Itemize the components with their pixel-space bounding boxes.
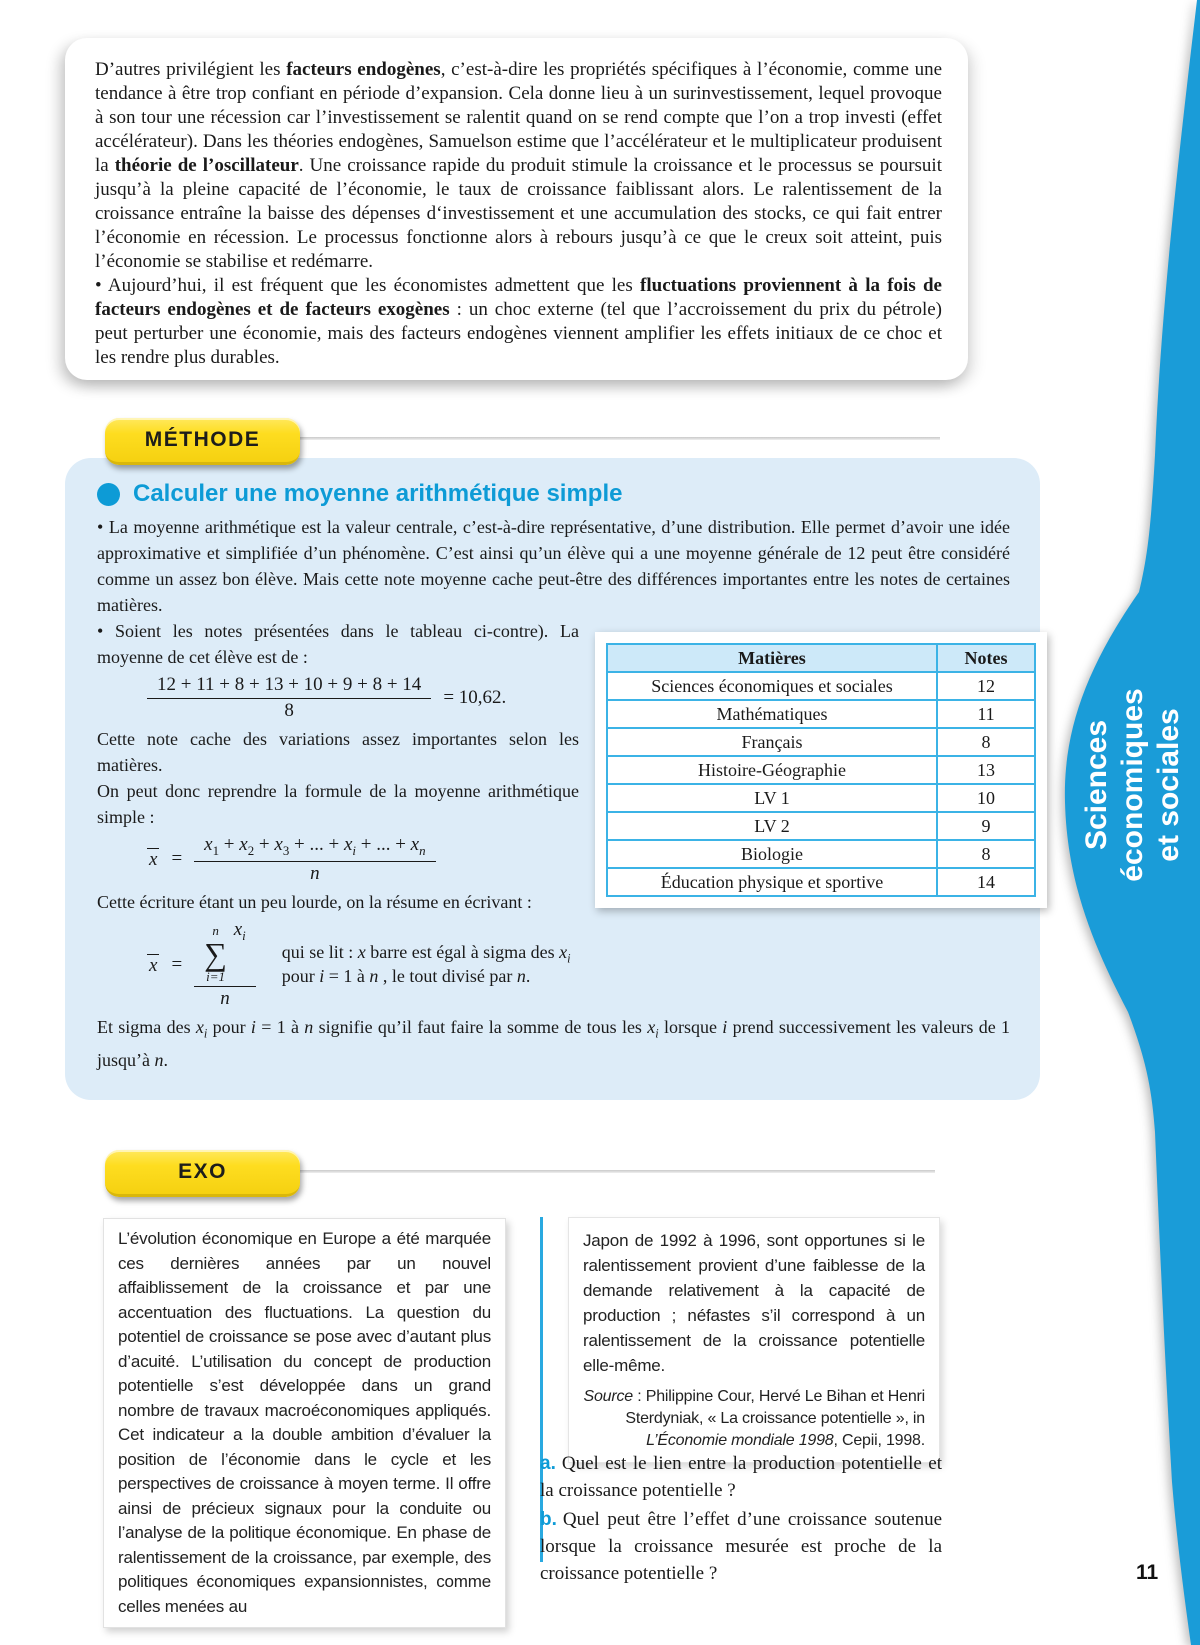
equals-sign: =: [171, 953, 183, 975]
x-bar-symbol: x: [149, 954, 158, 976]
fraction-denominator: 8: [147, 698, 431, 722]
sidebar-subject-title: [978, 630, 1200, 940]
subject-cell: Biologie: [607, 840, 937, 868]
equals-sign: =: [171, 848, 183, 870]
subject-cell: Histoire-Géographie: [607, 756, 937, 784]
table-row: [607, 812, 1035, 840]
note-cell: 8: [937, 728, 1035, 756]
fraction-numerator: 12 + 11 + 8 + 13 + 10 + 9 + 8 + 14: [157, 674, 422, 695]
subject-cell: Français: [607, 728, 937, 756]
sigma-formula: [147, 919, 579, 1011]
note-cell: 12: [937, 672, 1035, 700]
average-fraction: [147, 674, 579, 722]
table-row: [607, 784, 1035, 812]
methode-paragraph-1: • La moyenne arithmétique est la valeur centrale, c’est-à-dire représentative, d’une distribution. Elle permet d’avoir une idée approximative et simplifiée d’un phénomène. C’est ainsi qu’un élève qui a une moyenne générale de 12 peut être considéré comme un assez bon élève. Mais cette note moyenne cache peut-être des différences importantes entre les notes de certaines matières.: [97, 517, 1010, 615]
x-bar-symbol: x: [149, 849, 158, 871]
table-row: [607, 756, 1035, 784]
mean-formula: [147, 834, 579, 885]
fraction-denominator: n: [194, 986, 256, 1010]
methode-badge: MÉTHODE: [105, 418, 300, 465]
methode-paragraph-6: Et sigma des $x_i$ pour i = 1 à n signifie qu’il faut faire la somme de tous les $x_i$ lorsque i prend successivement les valeurs de 1 jusqu’à n.: [97, 1017, 1011, 1070]
question-b-label: b.: [540, 1509, 557, 1530]
question-b-text: Quel peut être l’effet d’une croissance soutenue lorsque la croissance mesurée est proche de la croissance potentielle ?: [540, 1509, 942, 1584]
methode-badge-shadow-line: [280, 437, 940, 440]
table-row: [607, 700, 1035, 728]
sigma-lower-limit: i=1: [206, 969, 225, 985]
sigma-term: $x_i$: [233, 918, 246, 943]
exo-questions: [540, 1450, 942, 1589]
subject-cell: Éducation physique et sportive: [607, 868, 937, 896]
page-number: 11: [1136, 1561, 1159, 1584]
subject-cell: Mathématiques: [607, 700, 937, 728]
exo-badge-shadow-line: [280, 1170, 935, 1173]
question-b: [540, 1506, 942, 1587]
subject-cell: LV 2: [607, 812, 937, 840]
table-row: [607, 728, 1035, 756]
table-row: [607, 672, 1035, 700]
sigma-symbol: [204, 924, 227, 985]
exo-right-text-box: [568, 1217, 940, 1463]
sidebar-title-line: Sciences: [1080, 719, 1113, 851]
fraction-denominator: n: [194, 861, 435, 885]
note-cell: 10: [937, 784, 1035, 812]
subject-cell: Sciences économiques et sociales: [607, 672, 937, 700]
sidebar-title-line: et sociales: [1152, 708, 1185, 862]
question-a-text: Quel est le lien entre la production potentielle et la croissance potentielle ?: [540, 1453, 942, 1501]
fraction: [147, 674, 431, 722]
sigma-formula-caption: qui se lit : x barre est égal à sigma des $x_i$ pour i = 1 à n , le tout divisé par n.: [281, 941, 571, 987]
note-cell: 8: [937, 840, 1035, 868]
methode-paragraph-3: Cette note cache des variations assez importantes selon les matières.: [97, 729, 579, 775]
table-row: [607, 868, 1035, 896]
question-a-label: a.: [540, 1453, 556, 1474]
source-citation: Source : Philippine Cour, Hervé Le Bihan et Henri Sterdyniak, « La croissance potentielle », in L’Économie mondiale 1998, Cepii, 1998.: [583, 1388, 925, 1449]
methode-paragraph-5: Cette écriture étant un peu lourde, on la résume en écrivant :: [97, 891, 532, 912]
exo-badge: EXO: [105, 1150, 300, 1197]
fraction: [194, 919, 256, 1011]
fraction-numerator: $x_1 + x_2 + x_3$ + ... + $x_i$ + ... + $x_n$: [204, 834, 426, 858]
fraction-numerator: [194, 919, 256, 987]
fraction: [194, 834, 435, 885]
sidebar-title-line: économiques: [1116, 688, 1149, 882]
intro-text-box: [65, 38, 968, 380]
exo-right-paragraph: Japon de 1992 à 1996, sont opportunes si le ralentissement provient d’une faiblesse de la demande relativement à la capacité de production ; néfastes s’il correspond à un ralentissement de la croissance potentielle elle-même.: [583, 1231, 925, 1375]
note-cell: 9: [937, 812, 1035, 840]
methode-heading: [97, 480, 1010, 508]
methode-paragraph-4: On peut donc reprendre la formule de la moyenne arithmétique simple :: [97, 781, 579, 827]
note-cell: 14: [937, 868, 1035, 896]
grades-table: [606, 643, 1036, 897]
column-header-notes: Notes: [937, 644, 1035, 672]
intro-paragraph: D’autres privilégient les facteurs endogènes, c’est-à-dire les propriétés spécifiques à l’économie, comme une tendance à être trop confiant en période d’expansion. Cela donne lieu à un surinvestissement, lequel provoque à son tour une récession car l’investissement se ralentit quand on se rend compte que l’on a trop investi (effet accélérateur). Dans les théories endogènes, Samuelson estime que l’accélérateur et le multiplicateur produisent la théorie de l’oscillateur. Une croissance rapide du produit stimule la croissance et le processus se poursuit jusqu’à la pleine capacité de l’économie, le taux de croissance faiblissant alors. Le ralentissement de la croissance entraîne la baisse des dépenses d‘investissement et une accumulation des stocks, ce qui fait entrer l’économie en récession. Le processus fonctionne alors à rebours jusqu’à ce que le creux soit atteint, puis l’économie se stabilise et redémarre. • Aujourd’hui, il est fréquent que les économistes admettent que les fluctuations proviennent à la fois de facteurs endogènes et de facteurs exogènes : un choc externe (tel que l’accroissement du prix du pétrole) peut perturber une économie, mais des facteurs endogènes viennent amplifier les effets initiaux de ce choc et les rendre plus durables.: [95, 59, 943, 368]
table-header-row: [607, 644, 1035, 672]
question-a: [540, 1450, 942, 1504]
note-cell: 13: [937, 756, 1035, 784]
note-cell: 11: [937, 700, 1035, 728]
sigma-upper-limit: n: [212, 922, 219, 938]
column-header-matieres: Matières: [607, 644, 937, 672]
fraction-result: = 10,62.: [443, 687, 507, 708]
bullet-circle-icon: [97, 483, 120, 506]
exo-left-text-box: L’évolution économique en Europe a été marquée ces dernières années par un nouvel affaiblissement de la croissance et par une accentuation des fluctuations. La question du potentiel de croissance se pose avec d’autant plus d’acuité. L’utilisation du concept de production potentielle s’est développée dans un grand nombre de travaux macroéconomiques appliqués. Cet indicateur a la double ambition d’évaluer la position de l’économie dans le cycle et les perspectives de croissance à moyen terme. Il offre ainsi de précieux signaux pour la conduite ou l’analyse de la politique économique. En phase de ralentissement de la croissance, par exemple, des politiques économiques expansionnistes, comme celles menées au: [103, 1218, 506, 1628]
subject-cell: LV 1: [607, 784, 937, 812]
sigma-glyph: ∑: [204, 936, 227, 973]
methode-heading-title: Calculer une moyenne arithmétique simple: [133, 480, 623, 507]
methode-box: [65, 458, 1040, 1100]
methode-paragraph-2: • Soient les notes présentées dans le tableau ci-contre). La moyenne de cet élève est de :: [97, 621, 579, 667]
table-row: [607, 840, 1035, 868]
